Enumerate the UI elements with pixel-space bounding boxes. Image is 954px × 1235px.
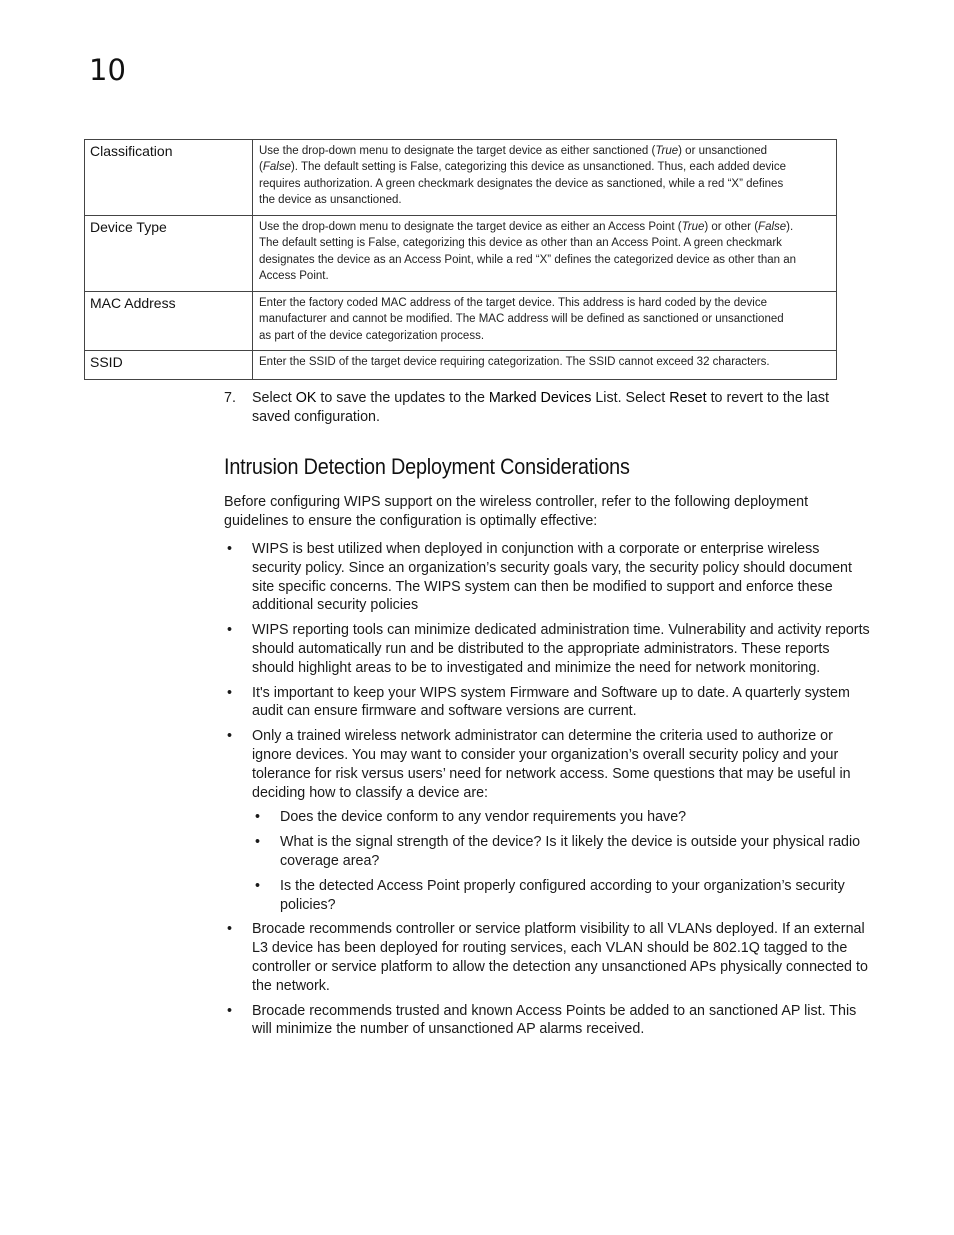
description-line: The default setting is False, categorizing this device as other than an Access Point. A green checkmark (259, 237, 782, 250)
section-title: Intrusion Detection Deployment Considerations (224, 454, 630, 479)
list-item-text: Brocade recommends trusted and known Access Points be added to an sanctioned AP list. This will minimize the number of unsanctioned AP alarms received. (252, 1002, 857, 1038)
table-row (85, 140, 837, 216)
description-line: Use the drop-down menu to designate the target device as either an Access Point (True) or other (False). (259, 221, 794, 233)
row-description (253, 140, 837, 216)
list-item (224, 1002, 870, 1040)
parameter-table (84, 139, 837, 380)
row-term: MAC Address (85, 292, 253, 351)
step-text-part: List. Select (591, 390, 670, 406)
list-item (224, 540, 870, 615)
table-row (85, 351, 837, 380)
step-text-part: to save the updates to the (316, 390, 489, 406)
bullet-icon: • (227, 622, 233, 639)
list-item-text: WIPS is best utilized when deployed in conjunction with a corporate or enterprise wireless security policy. Since an organization’s security goals vary, the security policy should document site specific concerns. The WIPS system can then be modified to support and enforce these additional security policies (252, 541, 852, 614)
list-item (224, 621, 870, 677)
bullet-icon: • (227, 1002, 233, 1019)
description-line: requires authorization. A green checkmark designates the device as sanctioned, while a red “X” defines (259, 177, 784, 190)
step-7 (224, 389, 854, 427)
sub-list-item-text: Does the device conform to any vendor requirements you have? (280, 809, 687, 826)
row-term: Device Type (85, 216, 253, 292)
description-line: manufacturer and cannot be modified. The MAC address will be defined as sanctioned or unsanctioned (259, 313, 784, 326)
bullet-icon: • (227, 921, 233, 938)
bullet-icon: • (227, 684, 233, 701)
description-line: (False). The default setting is False, categorizing this device as unsanctioned. Thus, each added device (259, 161, 786, 174)
sub-list-item (252, 877, 870, 915)
row-description (253, 351, 837, 380)
sub-list-item-text: Is the detected Access Point properly configured according to your organization’s security policies? (280, 877, 845, 913)
list-item-text: Only a trained wireless network administrator can determine the criteria used to authorize or ignore devices. You may want to consider your organization’s overall security policy and your tolerance for risk versus users’ need for network access. Some questions that may be useful in deciding how to classify a device are: (252, 728, 851, 801)
list-item-text: It's important to keep your WIPS system Firmware and Software up to date. A quarterly system audit can ensure firmware and software versions are current. (252, 684, 850, 720)
step-text-part: Select (252, 390, 296, 406)
list-item (224, 727, 870, 914)
table-row (85, 216, 837, 292)
list-item-text: Brocade recommends controller or service platform visibility to all VLANs deployed. If an external L3 device has been deployed for routing services, each VLAN should be 802.1Q tagged to the controller or service platform to allow the detection any unsanctioned APs physically connected to the network. (252, 921, 868, 994)
marked-devices-label: Marked Devices (488, 390, 592, 406)
bullet-icon: • (227, 541, 233, 557)
ok-label: OK (295, 390, 317, 406)
list-item-text: WIPS reporting tools can minimize dedicated administration time. Vulnerability and activity reports should automatically run and be distributed to the appropriate administrators. These reports should highlight areas to be to investigated and minimize the need for network monitoring. (252, 622, 870, 676)
table-row (85, 292, 837, 351)
intro-paragraph: Before configuring WIPS support on the wireless controller, refer to the following deployment guidelines to ensure the configuration is optimally effective: (224, 494, 809, 529)
list-item (224, 684, 870, 722)
row-description (253, 292, 837, 351)
description-line: Enter the factory coded MAC address of the target device. This address is hard coded by the device (259, 297, 767, 309)
description-line: as part of the device categorization process. (259, 329, 485, 342)
chapter-number: 10 (89, 53, 126, 87)
description-line: Enter the SSID of the target device requiring categorization. The SSID cannot exceed 32 characters. (259, 356, 770, 368)
row-description (253, 216, 837, 292)
bullet-icon: • (255, 809, 261, 826)
bullet-icon: • (255, 834, 261, 851)
bullet-icon: • (227, 728, 233, 745)
sub-list-item-text: What is the signal strength of the device? Is it likely the device is outside your physical radio coverage area? (280, 834, 861, 869)
description-line: designates the device as an Access Point, while a red “X” defines the categorized device as other than an (259, 253, 796, 266)
row-term: Classification (85, 140, 253, 216)
step-text-part: to revert to the last saved configuration. (252, 390, 829, 425)
guideline-list (224, 540, 870, 1045)
row-term: SSID (85, 351, 253, 380)
list-item (224, 920, 870, 995)
description-line: Use the drop-down menu to designate the target device as either sanctioned (True) or unsanctioned (259, 145, 768, 157)
description-line: Access Point. (259, 270, 329, 283)
bullet-icon: • (255, 877, 261, 894)
description-line: the device as unsanctioned. (259, 194, 402, 207)
step-text (252, 389, 854, 427)
step-number: 7. (224, 390, 236, 406)
reset-label: Reset (669, 390, 707, 406)
sub-list-item (252, 833, 870, 871)
sub-list (252, 808, 870, 914)
sub-list-item (252, 808, 870, 827)
